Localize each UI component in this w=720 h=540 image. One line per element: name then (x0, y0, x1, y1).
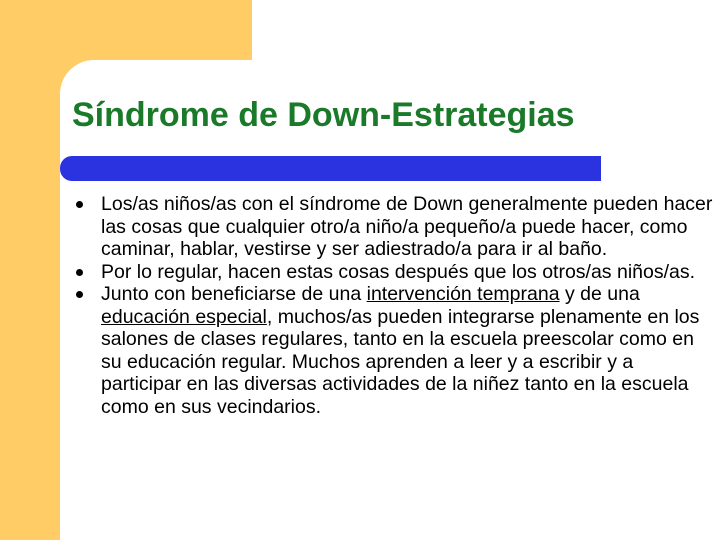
bullet-text-3-part-1: Junto con beneficiarse de una (101, 283, 367, 305)
bullet-dot-icon (76, 291, 83, 298)
bullet-item-2 (76, 261, 714, 284)
bullet-text-3-part-2: y de una (559, 283, 640, 305)
bullet-item-1 (76, 193, 714, 261)
bullet-text-2: Por lo regular, hacen estas cosas después que los otros/as niños/as. (101, 260, 696, 283)
bullet-dot-icon (76, 269, 83, 276)
special-education-link[interactable]: educación especial (101, 305, 267, 328)
bullet-list (76, 193, 714, 418)
bullet-text-3-part-3: , muchos/as pueden integrarse plenamente en los salones de clases regulares, tanto en la escuela preescolar como en su educación regular. Muchos aprenden a leer y a escribir y a participar en las diversas actividades de la niñez tanto en la escuela como en sus vecindarios. (101, 305, 700, 418)
bullet-item-3 (76, 283, 714, 418)
bullet-text-1: Los/as niños/as con el síndrome de Down generalmente pueden hacer las cosas que cualquier otro/a niño/a pequeño/a puede hacer, como caminar, hablar, vestirse y ser adiestrado/a para ir al baño. (101, 193, 713, 260)
early-intervention-link[interactable]: intervención temprana (366, 283, 560, 305)
bullet-dot-icon (76, 201, 83, 208)
title-underline-bar (60, 156, 601, 181)
slide-title: Síndrome de Down-Estrategias (72, 96, 575, 134)
